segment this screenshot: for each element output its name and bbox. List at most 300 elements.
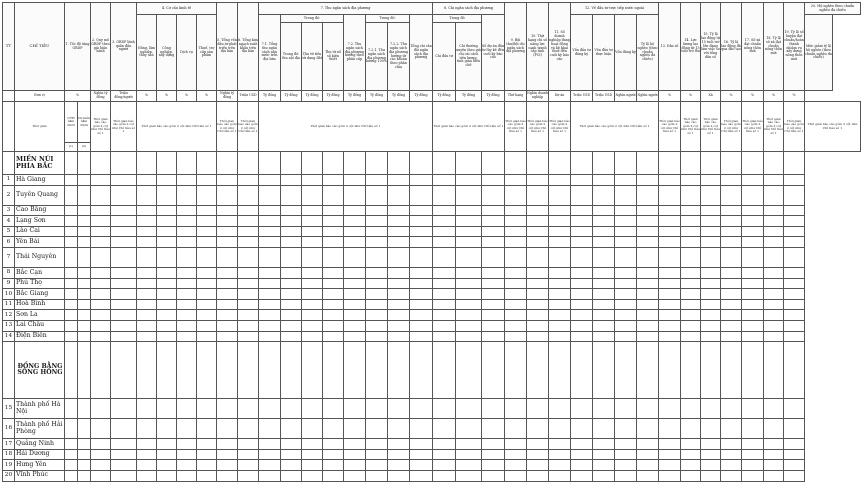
data-cell[interactable] (593, 419, 615, 439)
data-cell[interactable] (281, 247, 302, 267)
data-cell[interactable] (527, 175, 549, 186)
data-cell[interactable] (615, 237, 637, 248)
data-cell[interactable] (91, 342, 111, 399)
data-cell[interactable] (281, 342, 302, 399)
data-cell[interactable] (323, 320, 344, 331)
data-cell[interactable] (527, 289, 549, 300)
data-cell[interactable] (571, 247, 593, 267)
data-cell[interactable] (701, 419, 721, 439)
data-cell[interactable] (527, 278, 549, 289)
data-cell[interactable] (217, 175, 238, 186)
data-cell[interactable] (593, 267, 615, 278)
data-cell[interactable] (323, 449, 344, 460)
data-cell[interactable] (742, 226, 764, 237)
data-cell[interactable] (137, 310, 157, 321)
data-cell[interactable] (433, 152, 456, 175)
data-cell[interactable] (302, 278, 323, 289)
data-cell[interactable] (259, 175, 281, 186)
data-cell[interactable] (433, 205, 456, 216)
data-cell[interactable] (259, 152, 281, 175)
data-cell[interactable] (217, 185, 238, 205)
data-cell[interactable] (433, 237, 456, 248)
data-cell[interactable] (388, 470, 410, 481)
data-cell[interactable] (482, 205, 505, 216)
data-cell[interactable] (549, 320, 571, 331)
data-cell[interactable] (593, 342, 615, 399)
data-cell[interactable] (111, 310, 137, 321)
data-cell[interactable] (177, 205, 197, 216)
data-cell[interactable] (366, 299, 388, 310)
data-cell[interactable] (302, 460, 323, 471)
data-cell[interactable] (433, 419, 456, 439)
data-cell[interactable] (527, 470, 549, 481)
data-cell[interactable] (78, 205, 91, 216)
data-cell[interactable] (259, 331, 281, 342)
data-cell[interactable] (366, 216, 388, 227)
data-cell[interactable] (217, 419, 238, 439)
data-cell[interactable] (571, 342, 593, 399)
data-cell[interactable] (505, 152, 527, 175)
data-cell[interactable] (323, 399, 344, 419)
data-cell[interactable] (157, 152, 177, 175)
data-cell[interactable] (433, 449, 456, 460)
data-cell[interactable] (197, 470, 217, 481)
data-cell[interactable] (527, 439, 549, 450)
data-cell[interactable] (637, 289, 659, 300)
data-cell[interactable] (197, 267, 217, 278)
data-cell[interactable] (217, 237, 238, 248)
data-cell[interactable] (433, 299, 456, 310)
data-cell[interactable] (482, 237, 505, 248)
data-cell[interactable] (701, 185, 721, 205)
data-cell[interactable] (111, 185, 137, 205)
data-cell[interactable] (65, 299, 78, 310)
data-cell[interactable] (259, 460, 281, 471)
data-cell[interactable] (505, 419, 527, 439)
data-cell[interactable] (177, 278, 197, 289)
data-cell[interactable] (177, 299, 197, 310)
data-cell[interactable] (784, 419, 805, 439)
data-cell[interactable] (615, 419, 637, 439)
data-cell[interactable] (742, 237, 764, 248)
data-cell[interactable] (505, 185, 527, 205)
data-cell[interactable] (177, 247, 197, 267)
data-cell[interactable] (157, 310, 177, 321)
data-cell[interactable] (344, 185, 366, 205)
data-cell[interactable] (111, 205, 137, 216)
data-cell[interactable] (527, 152, 549, 175)
data-cell[interactable] (323, 342, 344, 399)
data-cell[interactable] (659, 299, 681, 310)
data-cell[interactable] (433, 439, 456, 450)
data-cell[interactable] (177, 449, 197, 460)
data-cell[interactable] (701, 320, 721, 331)
data-cell[interactable] (281, 237, 302, 248)
data-cell[interactable] (91, 289, 111, 300)
data-cell[interactable] (281, 320, 302, 331)
data-cell[interactable] (157, 342, 177, 399)
data-cell[interactable] (482, 449, 505, 460)
data-cell[interactable] (344, 449, 366, 460)
data-cell[interactable] (549, 439, 571, 450)
data-cell[interactable] (217, 320, 238, 331)
data-cell[interactable] (238, 399, 259, 419)
data-cell[interactable] (410, 175, 433, 186)
data-cell[interactable] (721, 299, 742, 310)
data-cell[interactable] (681, 449, 701, 460)
data-cell[interactable] (659, 247, 681, 267)
data-cell[interactable] (410, 460, 433, 471)
data-cell[interactable] (784, 247, 805, 267)
data-cell[interactable] (549, 470, 571, 481)
data-cell[interactable] (571, 226, 593, 237)
data-cell[interactable] (615, 449, 637, 460)
data-cell[interactable] (78, 247, 91, 267)
data-cell[interactable] (137, 278, 157, 289)
data-cell[interactable] (302, 289, 323, 300)
data-cell[interactable] (217, 278, 238, 289)
data-cell[interactable] (571, 439, 593, 450)
data-cell[interactable] (482, 331, 505, 342)
data-cell[interactable] (721, 470, 742, 481)
data-cell[interactable] (78, 399, 91, 419)
data-cell[interactable] (659, 237, 681, 248)
data-cell[interactable] (177, 185, 197, 205)
data-cell[interactable] (527, 399, 549, 419)
data-cell[interactable] (721, 175, 742, 186)
data-cell[interactable] (157, 399, 177, 419)
data-cell[interactable] (281, 310, 302, 321)
data-cell[interactable] (701, 152, 721, 175)
data-cell[interactable] (410, 289, 433, 300)
data-cell[interactable] (721, 289, 742, 300)
data-cell[interactable] (681, 175, 701, 186)
data-cell[interactable] (366, 439, 388, 450)
data-cell[interactable] (659, 205, 681, 216)
data-cell[interactable] (527, 205, 549, 216)
data-cell[interactable] (571, 470, 593, 481)
data-cell[interactable] (742, 449, 764, 460)
data-cell[interactable] (410, 237, 433, 248)
data-cell[interactable] (78, 342, 91, 399)
data-cell[interactable] (323, 331, 344, 342)
data-cell[interactable] (721, 399, 742, 419)
data-cell[interactable] (549, 419, 571, 439)
data-cell[interactable] (505, 289, 527, 300)
data-cell[interactable] (637, 419, 659, 439)
data-cell[interactable] (137, 299, 157, 310)
data-cell[interactable] (571, 331, 593, 342)
data-cell[interactable] (91, 278, 111, 289)
data-cell[interactable] (764, 205, 784, 216)
data-cell[interactable] (482, 419, 505, 439)
data-cell[interactable] (281, 267, 302, 278)
data-cell[interactable] (742, 216, 764, 227)
data-cell[interactable] (157, 216, 177, 227)
data-cell[interactable] (91, 470, 111, 481)
data-cell[interactable] (111, 470, 137, 481)
data-cell[interactable] (701, 267, 721, 278)
data-cell[interactable] (157, 185, 177, 205)
data-cell[interactable] (721, 449, 742, 460)
data-cell[interactable] (302, 331, 323, 342)
data-cell[interactable] (65, 237, 78, 248)
data-cell[interactable] (659, 320, 681, 331)
data-cell[interactable] (323, 267, 344, 278)
data-cell[interactable] (410, 299, 433, 310)
data-cell[interactable] (259, 320, 281, 331)
data-cell[interactable] (197, 226, 217, 237)
data-cell[interactable] (681, 342, 701, 399)
data-cell[interactable] (197, 439, 217, 450)
data-cell[interactable] (388, 439, 410, 450)
data-cell[interactable] (659, 439, 681, 450)
data-cell[interactable] (78, 267, 91, 278)
data-cell[interactable] (302, 247, 323, 267)
data-cell[interactable] (549, 310, 571, 321)
data-cell[interactable] (137, 470, 157, 481)
data-cell[interactable] (764, 152, 784, 175)
data-cell[interactable] (784, 342, 805, 399)
data-cell[interactable] (784, 399, 805, 419)
data-cell[interactable] (177, 310, 197, 321)
data-cell[interactable] (571, 449, 593, 460)
data-cell[interactable] (157, 289, 177, 300)
data-cell[interactable] (681, 237, 701, 248)
data-cell[interactable] (238, 226, 259, 237)
data-cell[interactable] (281, 439, 302, 450)
data-cell[interactable] (137, 237, 157, 248)
data-cell[interactable] (302, 205, 323, 216)
data-cell[interactable] (366, 342, 388, 399)
data-cell[interactable] (615, 185, 637, 205)
data-cell[interactable] (238, 299, 259, 310)
data-cell[interactable] (593, 470, 615, 481)
data-cell[interactable] (505, 331, 527, 342)
data-cell[interactable] (681, 331, 701, 342)
data-cell[interactable] (137, 449, 157, 460)
data-cell[interactable] (111, 278, 137, 289)
data-cell[interactable] (764, 216, 784, 227)
data-cell[interactable] (323, 439, 344, 450)
data-cell[interactable] (65, 449, 78, 460)
data-cell[interactable] (302, 439, 323, 450)
data-cell[interactable] (78, 226, 91, 237)
data-cell[interactable] (571, 205, 593, 216)
data-cell[interactable] (344, 289, 366, 300)
data-cell[interactable] (177, 460, 197, 471)
data-cell[interactable] (91, 460, 111, 471)
data-cell[interactable] (637, 310, 659, 321)
data-cell[interactable] (410, 267, 433, 278)
data-cell[interactable] (91, 439, 111, 450)
data-cell[interactable] (571, 460, 593, 471)
data-cell[interactable] (433, 185, 456, 205)
data-cell[interactable] (615, 247, 637, 267)
data-cell[interactable] (217, 289, 238, 300)
data-cell[interactable] (259, 237, 281, 248)
data-cell[interactable] (681, 152, 701, 175)
data-cell[interactable] (78, 310, 91, 321)
data-cell[interactable] (177, 470, 197, 481)
data-cell[interactable] (593, 449, 615, 460)
data-cell[interactable] (659, 342, 681, 399)
data-cell[interactable] (593, 460, 615, 471)
data-cell[interactable] (111, 320, 137, 331)
data-cell[interactable] (764, 185, 784, 205)
data-cell[interactable] (65, 226, 78, 237)
data-cell[interactable] (238, 320, 259, 331)
data-cell[interactable] (217, 226, 238, 237)
data-cell[interactable] (344, 331, 366, 342)
data-cell[interactable] (659, 419, 681, 439)
data-cell[interactable] (681, 299, 701, 310)
data-cell[interactable] (281, 205, 302, 216)
data-cell[interactable] (571, 152, 593, 175)
data-cell[interactable] (157, 247, 177, 267)
data-cell[interactable] (323, 460, 344, 471)
data-cell[interactable] (701, 289, 721, 300)
data-cell[interactable] (344, 226, 366, 237)
data-cell[interactable] (157, 449, 177, 460)
data-cell[interactable] (701, 439, 721, 450)
data-cell[interactable] (527, 247, 549, 267)
data-cell[interactable] (302, 237, 323, 248)
data-cell[interactable] (259, 247, 281, 267)
data-cell[interactable] (701, 247, 721, 267)
data-cell[interactable] (659, 399, 681, 419)
data-cell[interactable] (157, 331, 177, 342)
data-cell[interactable] (637, 278, 659, 289)
data-cell[interactable] (302, 449, 323, 460)
data-cell[interactable] (238, 470, 259, 481)
data-cell[interactable] (388, 216, 410, 227)
data-cell[interactable] (742, 205, 764, 216)
data-cell[interactable] (505, 216, 527, 227)
data-cell[interactable] (91, 247, 111, 267)
data-cell[interactable] (681, 310, 701, 321)
data-cell[interactable] (65, 289, 78, 300)
data-cell[interactable] (433, 267, 456, 278)
data-cell[interactable] (177, 152, 197, 175)
data-cell[interactable] (281, 299, 302, 310)
data-cell[interactable] (410, 310, 433, 321)
data-cell[interactable] (259, 310, 281, 321)
data-cell[interactable] (659, 289, 681, 300)
data-cell[interactable] (721, 237, 742, 248)
data-cell[interactable] (91, 310, 111, 321)
data-cell[interactable] (137, 320, 157, 331)
data-cell[interactable] (764, 299, 784, 310)
data-cell[interactable] (482, 267, 505, 278)
data-cell[interactable] (410, 331, 433, 342)
data-cell[interactable] (302, 320, 323, 331)
data-cell[interactable] (784, 460, 805, 471)
data-cell[interactable] (344, 320, 366, 331)
data-cell[interactable] (764, 175, 784, 186)
data-cell[interactable] (388, 175, 410, 186)
data-cell[interactable] (456, 449, 482, 460)
data-cell[interactable] (344, 175, 366, 186)
data-cell[interactable] (784, 439, 805, 450)
data-cell[interactable] (784, 226, 805, 237)
data-cell[interactable] (344, 439, 366, 450)
data-cell[interactable] (764, 247, 784, 267)
data-cell[interactable] (344, 205, 366, 216)
data-cell[interactable] (637, 449, 659, 460)
data-cell[interactable] (366, 399, 388, 419)
data-cell[interactable] (111, 216, 137, 227)
data-cell[interactable] (505, 267, 527, 278)
data-cell[interactable] (681, 439, 701, 450)
data-cell[interactable] (111, 342, 137, 399)
data-cell[interactable] (111, 449, 137, 460)
data-cell[interactable] (549, 267, 571, 278)
data-cell[interactable] (482, 399, 505, 419)
data-cell[interactable] (701, 470, 721, 481)
data-cell[interactable] (482, 278, 505, 289)
data-cell[interactable] (701, 216, 721, 227)
data-cell[interactable] (388, 399, 410, 419)
data-cell[interactable] (323, 419, 344, 439)
data-cell[interactable] (78, 237, 91, 248)
data-cell[interactable] (615, 267, 637, 278)
data-cell[interactable] (157, 237, 177, 248)
data-cell[interactable] (456, 320, 482, 331)
data-cell[interactable] (388, 419, 410, 439)
data-cell[interactable] (593, 331, 615, 342)
data-cell[interactable] (549, 247, 571, 267)
data-cell[interactable] (259, 216, 281, 227)
data-cell[interactable] (111, 237, 137, 248)
data-cell[interactable] (65, 267, 78, 278)
data-cell[interactable] (388, 310, 410, 321)
data-cell[interactable] (197, 460, 217, 471)
data-cell[interactable] (784, 299, 805, 310)
data-cell[interactable] (366, 289, 388, 300)
data-cell[interactable] (681, 205, 701, 216)
data-cell[interactable] (281, 185, 302, 205)
data-cell[interactable] (637, 470, 659, 481)
data-cell[interactable] (197, 342, 217, 399)
data-cell[interactable] (238, 216, 259, 227)
data-cell[interactable] (366, 175, 388, 186)
data-cell[interactable] (323, 205, 344, 216)
data-cell[interactable] (701, 205, 721, 216)
data-cell[interactable] (281, 289, 302, 300)
data-cell[interactable] (593, 247, 615, 267)
data-cell[interactable] (197, 449, 217, 460)
data-cell[interactable] (659, 185, 681, 205)
data-cell[interactable] (259, 289, 281, 300)
data-cell[interactable] (593, 299, 615, 310)
data-cell[interactable] (302, 267, 323, 278)
data-cell[interactable] (65, 216, 78, 227)
data-cell[interactable] (238, 419, 259, 439)
data-cell[interactable] (410, 439, 433, 450)
data-cell[interactable] (784, 449, 805, 460)
data-cell[interactable] (433, 331, 456, 342)
data-cell[interactable] (764, 267, 784, 278)
data-cell[interactable] (302, 419, 323, 439)
data-cell[interactable] (388, 342, 410, 399)
data-cell[interactable] (433, 310, 456, 321)
data-cell[interactable] (65, 152, 78, 175)
data-cell[interactable] (238, 331, 259, 342)
data-cell[interactable] (527, 267, 549, 278)
data-cell[interactable] (505, 470, 527, 481)
data-cell[interactable] (681, 460, 701, 471)
